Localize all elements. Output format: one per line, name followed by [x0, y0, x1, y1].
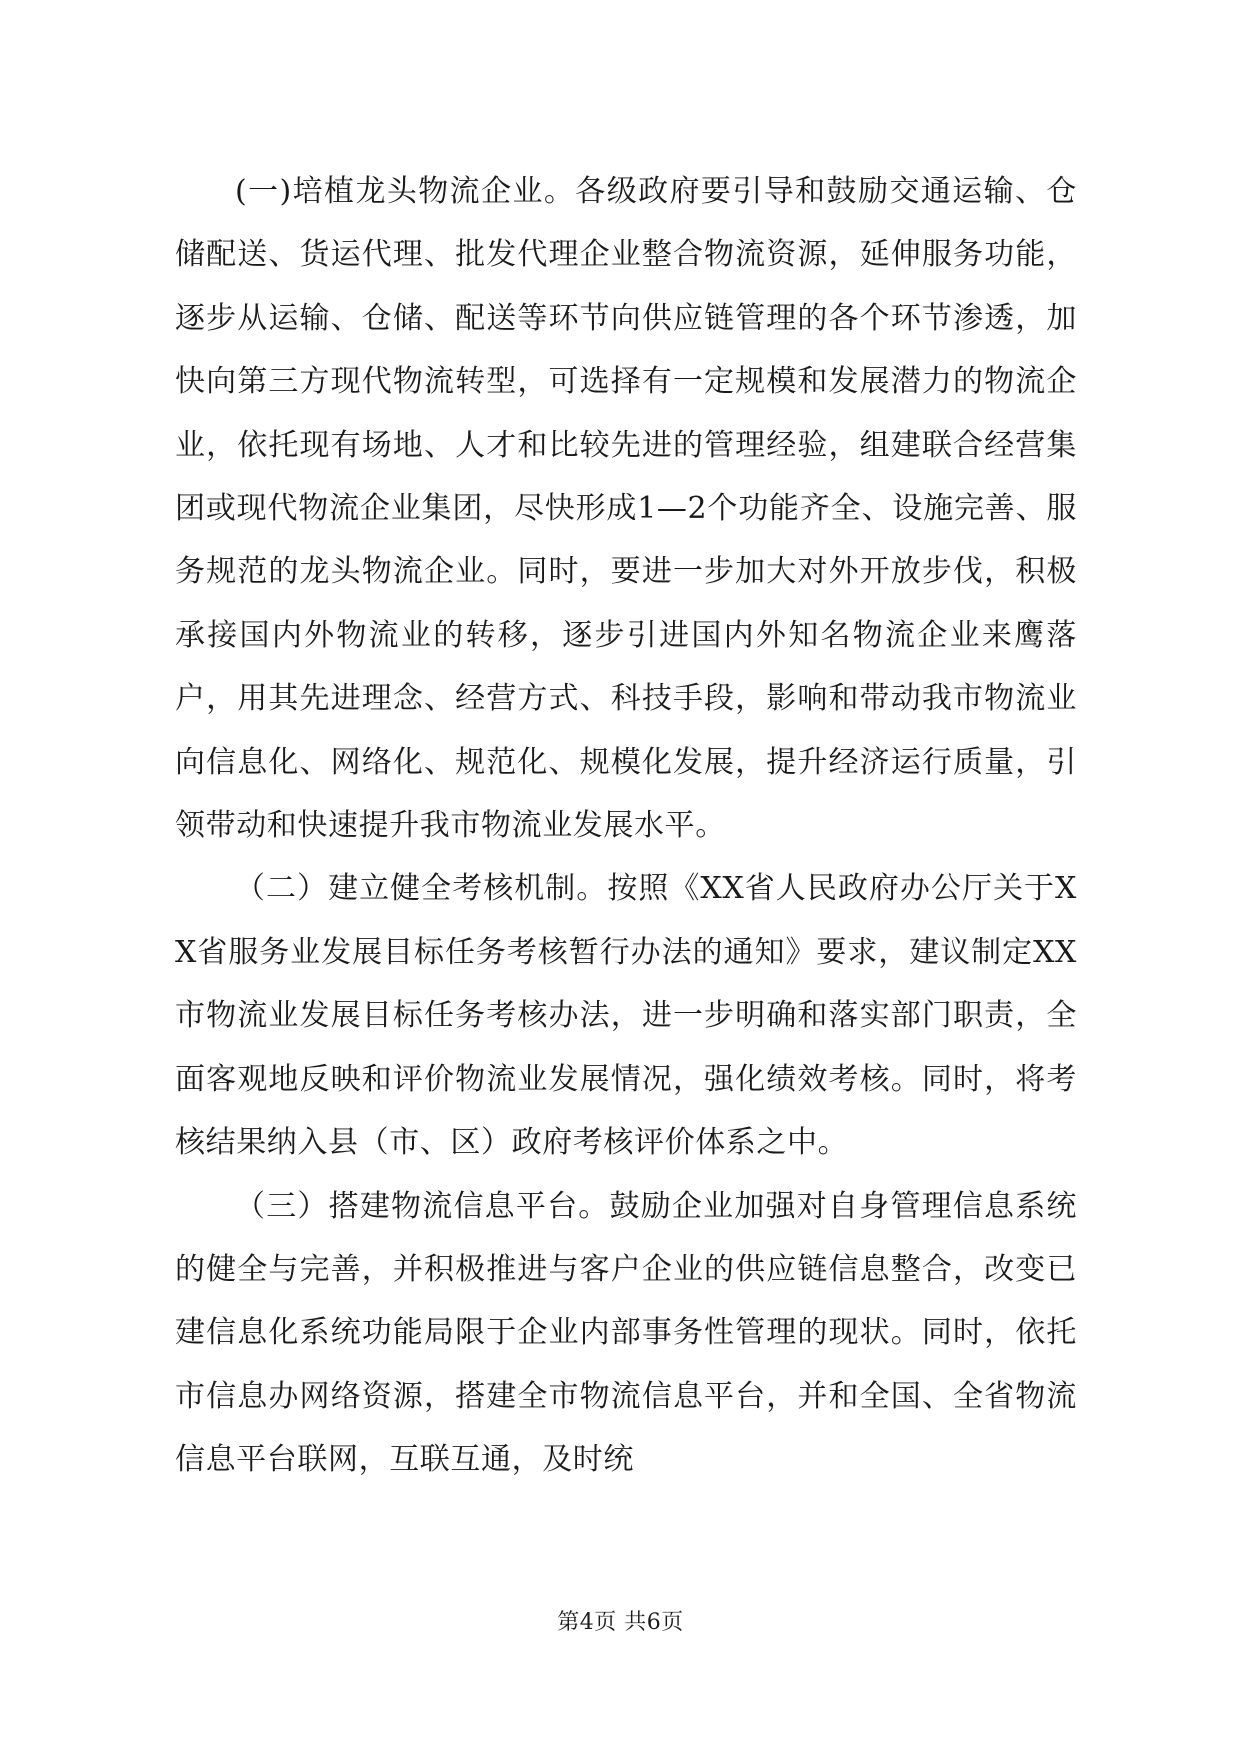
page-footer: 第4页 共6页: [557, 1610, 684, 1635]
paragraph-1: (一)培植龙头物流企业。各级政府要引导和鼓励交通运输、仓储配送、货运代理、批发代理企业整合物流资源，延伸服务功能，逐步从运输、仓储、配送等环节向供应链管理的各个环节渗透，加快向第三方现代物流转型，可选择有一定规模和发展潜力的物流企业，依托现有场地、人才和比较先进的管理经验，组建联合经营集团或现代物流企业集团，尽快形成1—2个功能齐全、设施完善、服务规范的龙头物流企业。同时，要进一步加大对外开放步伐，积极承接国内外物流业的转移，逐步引进国内外知名物流企业来鹰落户，用其先进理念、经营方式、科技手段，影响和带动我市物流业向信息化、网络化、规范化、规模化发展，提升经济运行质量，引领带动和快速提升我市物流业发展水平。: [175, 174, 1077, 844]
paragraph-3: （三）搭建物流信息平台。鼓励企业加强对自身管理信息系统的健全与完善，并积极推进与客户企业的供应链信息整合，改变已建信息化系统功能局限于企业内部事务性管理的现状。同时，依托市信息办网络资源，搭建全市物流信息平台，并和全国、全省物流信息平台联网，互联互通，及时统: [175, 1188, 1077, 1478]
document-body: [175, 160, 1077, 1492]
paragraph-2: （二）建立健全考核机制。按照《XX省人民政府办公厅关于XX省服务业发展目标任务考核暂行办法的通知》要求，建议制定XX市物流业发展目标任务考核办法，进一步明确和落实部门职责，全面客观地反映和评价物流业发展情况，强化绩效考核。同时，将考核结果纳入县（市、区）政府考核评价体系之中。: [175, 871, 1077, 1161]
